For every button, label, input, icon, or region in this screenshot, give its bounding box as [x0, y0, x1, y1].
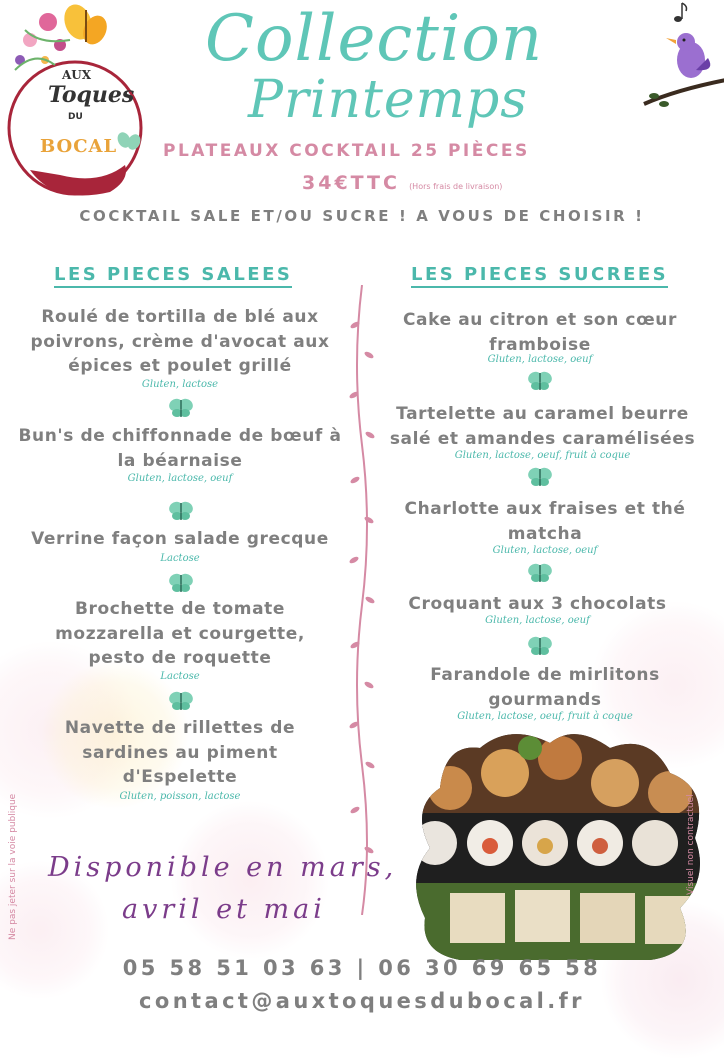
note-litter: Ne pas jeter sur la voie publique	[8, 793, 18, 940]
salee-allergens: Lactose	[160, 553, 200, 564]
price-note: (Hors frais de livraison)	[409, 182, 503, 191]
salee-item: Verrine façon salade grecque	[31, 529, 329, 549]
sucree-item: Farandole de mirlitons gourmands	[430, 665, 660, 710]
flower-icon	[15, 13, 70, 70]
availability-line2: avril et mai	[122, 894, 326, 925]
butterfly-icon	[527, 635, 553, 657]
salee-allergens: Gluten, lactose, oeuf	[127, 473, 233, 484]
salee-item: Roulé de tortilla de blé aux poivrons, crème d'avocat aux épices et poulet grillé	[30, 307, 330, 376]
butterfly-icon	[527, 562, 553, 584]
sucree-allergens: Gluten, lactose, oeuf	[487, 354, 593, 365]
logo-text-bocal: BOCAL	[40, 136, 118, 157]
availability-line1: Disponible en mars,	[48, 852, 398, 883]
salee-allergens: Gluten, poisson, lactose	[119, 791, 241, 802]
butterfly-icon	[527, 466, 553, 488]
music-note-icon	[674, 3, 687, 22]
salee-item: Bun's de chiffonnade de bœuf à la béarnaise	[18, 426, 342, 471]
salee-item: Brochette de tomate mozzarella et courgette, pesto de roquette	[55, 599, 305, 668]
brand-logo	[0, 0, 160, 200]
tagline: COCKTAIL SALE ET/OU SUCRE ! A VOUS DE CHOISIR !	[79, 207, 645, 225]
offer-heading: PLATEAUX COCKTAIL 25 PIÈCES	[163, 141, 530, 161]
price	[302, 172, 502, 194]
logo-text-aux: AUX	[62, 68, 92, 82]
sucree-item: Croquant aux 3 chocolats	[408, 594, 667, 614]
sucree-allergens: Gluten, lactose, oeuf	[485, 615, 590, 626]
heading-sucrees: LES PIECES SUCREES	[411, 264, 668, 288]
title-printemps: Printemps	[248, 70, 528, 130]
contact-email: contact@auxtoquesdubocal.fr	[139, 989, 585, 1013]
bird-icon	[636, 0, 724, 110]
butterfly-icon	[168, 572, 194, 594]
food-photo	[410, 728, 710, 968]
salee-allergens: Lactose	[160, 671, 200, 682]
butterfly-icon	[168, 397, 194, 419]
title-collection: Collection	[205, 2, 544, 76]
logo-text-toques: Toques	[48, 82, 135, 108]
contact-phones: 05 58 51 03 63 | 06 30 69 65 58	[122, 956, 602, 980]
butterfly-icon	[168, 690, 194, 712]
price-value: 34€TTC	[302, 172, 400, 194]
sucree-item: Tartelette au caramel beurre salé et amandes caramélisées	[389, 404, 696, 449]
sucree-item: Charlotte aux fraises et thé matcha	[404, 499, 686, 544]
logo-text-du: DU	[68, 112, 83, 122]
sucree-allergens: Gluten, lactose, oeuf, fruit à coque	[457, 711, 633, 722]
sucree-item: Cake au citron et son cœur framboise	[402, 310, 677, 355]
sucree-allergens: Gluten, lactose, oeuf	[492, 545, 598, 556]
salee-allergens: Gluten, lactose	[141, 379, 219, 390]
sucree-allergens: Gluten, lactose, oeuf, fruit à coque	[454, 450, 631, 461]
heading-salees: LES PIECES SALEES	[54, 264, 292, 288]
vine-divider	[347, 285, 377, 915]
butterfly-icon	[168, 500, 194, 522]
butterfly-icon	[527, 370, 553, 392]
salee-item: Navette de rillettes de sardines au piment d'Espelette	[64, 718, 296, 787]
note-visual: Visuel non contractuel	[686, 794, 696, 895]
